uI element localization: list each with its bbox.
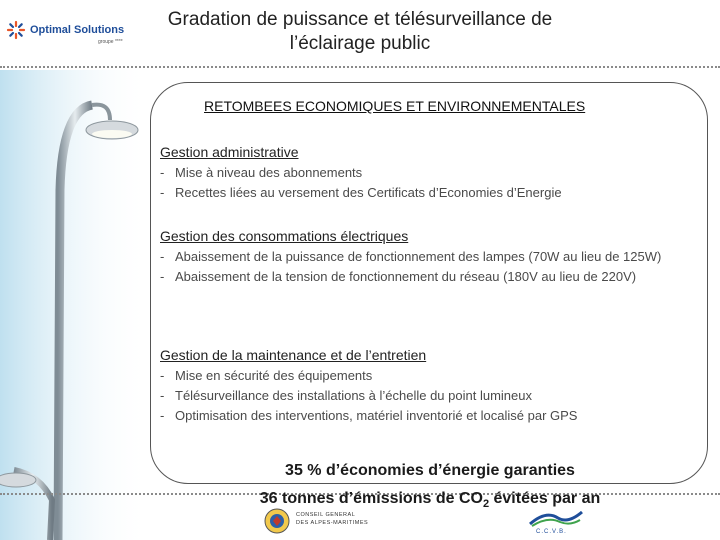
- section-maintenance: [160, 346, 700, 427]
- bullet-dash: -: [160, 249, 165, 264]
- co2-text-prefix: 36 tonnes d’émissions de CO: [259, 490, 483, 507]
- list-item: [160, 367, 700, 384]
- street-lamp-image: [0, 70, 150, 540]
- logo-line: DES ALPES-MARITIMES: [296, 520, 369, 526]
- list-item-text: Abaissement de la tension de fonctionnement du réseau (180V au lieu de 220V): [175, 269, 637, 284]
- list-item-text: Télésurveillance des installations à l’échelle du point lumineux: [175, 388, 532, 403]
- list-item: [160, 407, 700, 424]
- list-item: [160, 268, 700, 285]
- list-item-text: Optimisation des interventions, matériel inventorié et localisé par GPS: [175, 408, 578, 423]
- section-title: Gestion de la maintenance et de l’entretien: [160, 347, 427, 363]
- list-item: [160, 387, 700, 404]
- logo-line: CONSEIL GENERAL: [296, 512, 356, 518]
- ccvb-text: C.C.V.B.: [536, 529, 567, 535]
- co2-subscript: 2: [482, 498, 490, 511]
- bullet-dash: -: [160, 388, 165, 403]
- bullet-dash: -: [160, 185, 165, 200]
- conseil-general-logo: [262, 505, 380, 537]
- crest-icon: [264, 507, 290, 535]
- list-item: [160, 164, 700, 181]
- section-administrative: [160, 143, 700, 204]
- co2-highlight: [140, 490, 720, 510]
- logo-name: Optimal Solutions: [30, 24, 125, 36]
- optimal-solutions-logo: [6, 18, 124, 48]
- list-item-text: Mise en sécurité des équipements: [175, 368, 373, 383]
- page-title: Gradation de puissance et télésurveillance de l’éclairage public: [167, 9, 553, 54]
- sunburst-logo-icon: [6, 20, 26, 40]
- section-title: Gestion administrative: [160, 144, 299, 160]
- section-title: Gestion des consommations électriques: [160, 228, 409, 244]
- section-heading: RETOMBEES ECONOMIQUES ET ENVIRONNEMENTALES: [204, 98, 586, 114]
- logo-subtitle: groupe ****: [98, 39, 123, 45]
- list-item-text: Abaissement de la puissance de fonctionnement des lampes (70W au lieu de 125W): [175, 249, 662, 264]
- section-consumption: [160, 227, 700, 288]
- list-item: [160, 184, 700, 201]
- list-item: [160, 248, 700, 265]
- bullet-dash: -: [160, 269, 165, 284]
- bullet-dash: -: [160, 368, 165, 383]
- co2-text-suffix: évitées par an: [489, 490, 601, 507]
- wave-mountain-icon: [528, 506, 584, 528]
- energy-savings-highlight: 35 % d’économies d’énergie garanties: [285, 462, 575, 479]
- conseil-general-text: [296, 511, 368, 527]
- list-item-text: Recettes liées au versement des Certificats d’Economies d’Energie: [175, 185, 562, 200]
- bullet-dash: -: [160, 165, 165, 180]
- top-divider: [0, 66, 720, 68]
- bullet-dash: -: [160, 408, 165, 423]
- list-item-text: Mise à niveau des abonnements: [175, 165, 363, 180]
- ccvb-logo: [522, 506, 590, 538]
